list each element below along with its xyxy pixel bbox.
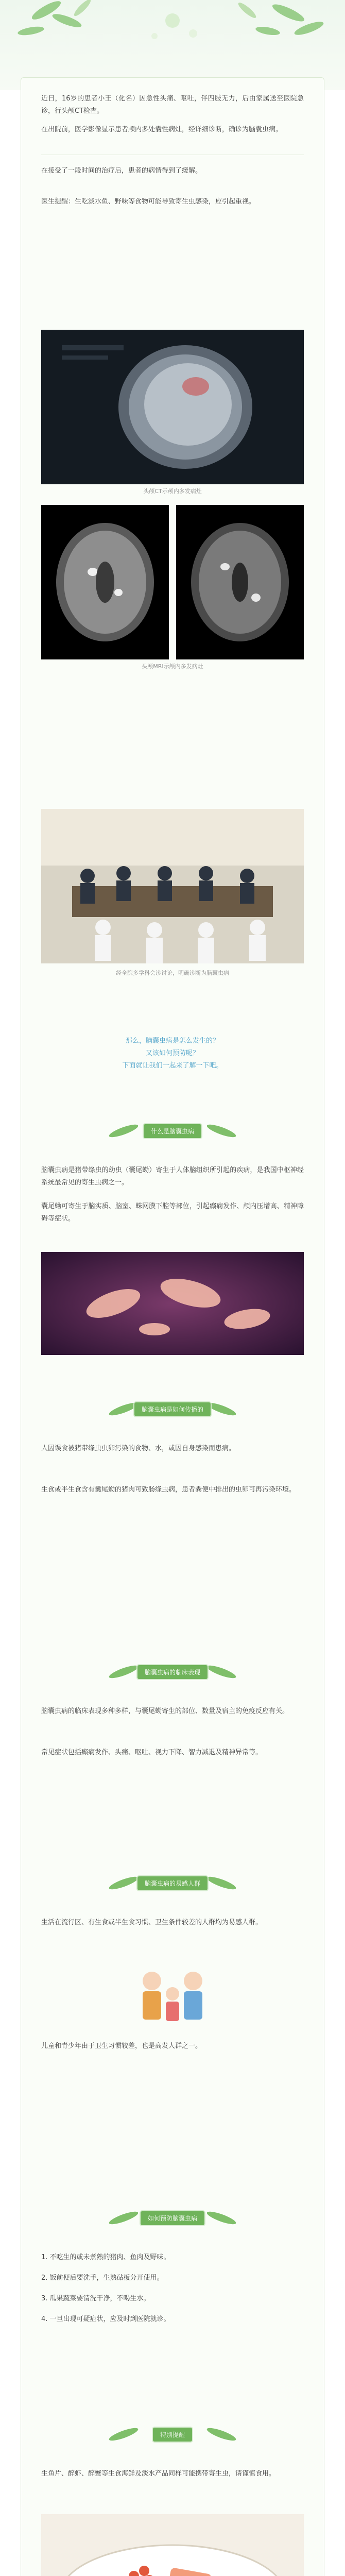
ct-caption: 头颅CT示颅内多发病灶 <box>143 488 202 495</box>
section-title-5: 如何预防脑囊虫病 <box>141 2211 204 2225</box>
intro-paragraph-1: 近日，16岁的患者小王（化名）因急性头痛、呕吐，伴四肢无力，后由家属送至医院急诊，行头颅CT检查。 <box>41 95 304 115</box>
section-4-paragraph-1: 生活在流行区、有生食或半生食习惯、卫生条件较差的人群均为易感人群。 <box>41 1919 263 1926</box>
section-title-2: 脑囊虫病是如何传播的 <box>134 1402 211 1416</box>
section-3-paragraph-2: 常见症状包括癫痫发作、头痛、呕吐、视力下降、智力减退及精神异常等。 <box>41 1749 263 1756</box>
section-header-4 <box>0 1860 345 1906</box>
meeting-caption: 经全院多学科会诊讨论，明确诊断为脑囊虫病 <box>116 970 229 976</box>
intro-paragraph-2: 在出院前，医学影像显示患者颅内多处囊性病灶，经详细诊断，确诊为脑囊虫病。 <box>41 126 283 133</box>
mri-image-right <box>176 505 304 659</box>
section-4-paragraph-2: 儿童和青少年由于卫生习惯较差，也是高发人群之一。 <box>41 2042 202 2050</box>
ct-scan-image <box>41 330 304 484</box>
section-1-paragraph-2: 囊尾蚴可寄生于脑实质、脑室、蛛网膜下腔等部位，引起癫痫发作、颅内压增高、精神障碍等症状。 <box>41 1202 304 1223</box>
mri-caption: 头颅MRI示颅内多发病灶 <box>142 663 203 670</box>
section-header-1 <box>0 1108 345 1154</box>
section-3-paragraph-1: 脑囊虫病的临床表现多种多样，与囊尾蚴寄生的部位、数量及宿主的免疫反应有关。 <box>41 1707 289 1715</box>
header-banner <box>0 0 345 90</box>
section-header-6 <box>0 2411 345 2458</box>
question-line-3: 下面就让我们一起来了解一下吧。 <box>122 1062 223 1070</box>
meeting-photo <box>41 809 304 963</box>
section-1-paragraph-1: 脑囊虫病是猪带绦虫的幼虫（囊尾蚴）寄生于人体脑组织所引起的疾病，是我国中枢神经系统最常见的寄生虫病之一。 <box>41 1166 304 1187</box>
mri-image-left <box>41 505 169 659</box>
section-5-item-4: 4. 一旦出现可疑症状，应及时到医院就诊。 <box>41 2315 170 2323</box>
intro-paragraph-3: 在接受了一段时间的治疗后，患者的病情得到了缓解。 <box>41 167 202 175</box>
section-2-paragraph-1: 人因误食被猪带绦虫虫卵污染的食物、水，或因自身感染而患病。 <box>41 1445 236 1452</box>
intro-paragraph-4: 医生提醒：生吃淡水鱼、野味等食物可能导致寄生虫感染，应引起重视。 <box>41 198 256 206</box>
question-line-1: 那么，脑囊虫病是怎么发生的？ <box>125 1037 219 1045</box>
section-title-1: 什么是脑囊虫病 <box>144 1124 201 1138</box>
section-6-paragraph-1: 生鱼片、醉虾、醉蟹等生食海鲜及淡水产品同样可能携带寄生虫，请谨慎食用。 <box>41 2470 276 2478</box>
section-5-item-3: 3. 瓜果蔬菜要清洗干净，不喝生水。 <box>41 2295 150 2302</box>
section-header-3 <box>0 1649 345 1695</box>
section-title-4: 脑囊虫病的易感人群 <box>137 1876 208 1890</box>
section-header-2 <box>0 1386 345 1432</box>
section-title-6: 特别提醒 <box>153 2428 192 2442</box>
leaf-decoration-icon <box>0 0 345 90</box>
section-5-item-1: 1. 不吃生的或未煮熟的猪肉、鱼肉及野味。 <box>41 2253 170 2261</box>
parasite-image <box>41 1252 304 1355</box>
section-title-3: 脑囊虫病的临床表现 <box>137 1665 208 1679</box>
section-2-paragraph-2: 生食或半生食含有囊尾蚴的猪肉可致肠绦虫病，患者粪便中排出的虫卵可再污染环境。 <box>41 1486 296 1494</box>
section-header-5 <box>0 2195 345 2241</box>
family-illustration <box>126 1963 219 2025</box>
question-line-2: 又该如何预防呢？ <box>145 1049 199 1057</box>
section-5-item-2: 2. 饭前便后要洗手，生熟砧板分开使用。 <box>41 2274 164 2282</box>
seafood-image <box>41 2514 304 2576</box>
